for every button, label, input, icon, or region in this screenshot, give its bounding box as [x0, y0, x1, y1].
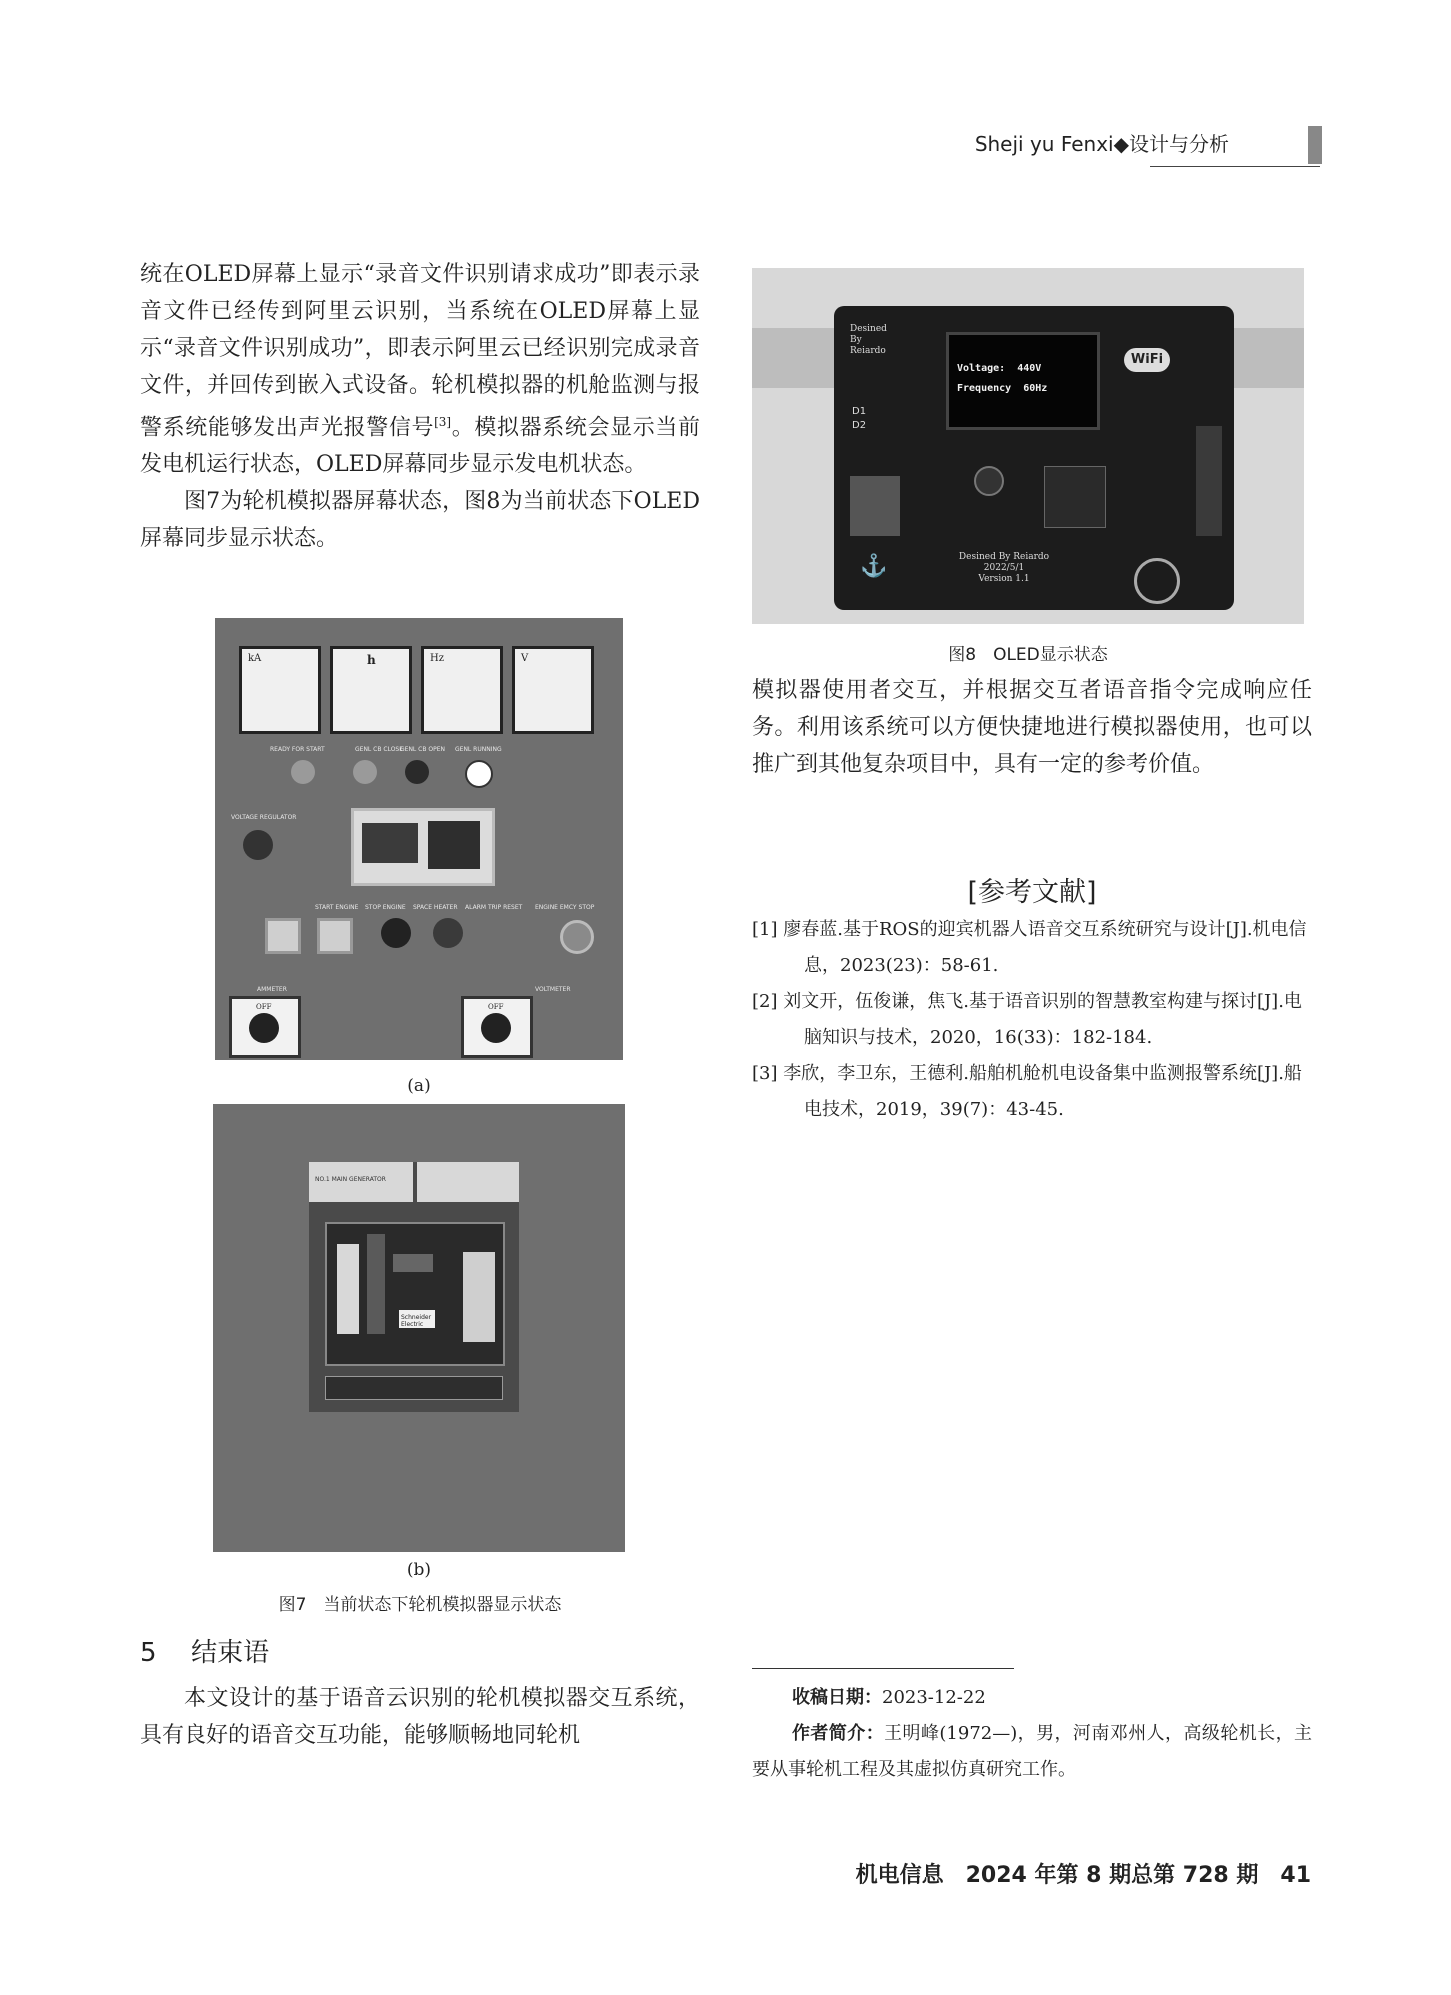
- meter-v-label: V: [521, 653, 529, 664]
- anchor-icon: ⚓: [860, 554, 888, 579]
- reference-2: [2] 刘文开，伍俊谦，焦飞.基于语音识别的智慧教室构建与探讨[J].电脑知识与技术，2020，16(33)：182-184.: [752, 991, 1302, 1048]
- btn-label-start: START ENGINE: [315, 904, 359, 911]
- microphone: [974, 466, 1004, 496]
- controller-keypad: [428, 821, 480, 869]
- schneider-badge: [399, 1310, 435, 1328]
- ammeter-switch-off: OFF: [256, 1003, 272, 1011]
- pcb-footer-designer: Desined By Reiardo: [958, 552, 1050, 562]
- lamp-label-cb-open: GENL CB OPEN: [400, 746, 446, 753]
- btn-label-stop: STOP ENGINE: [365, 904, 406, 911]
- oled-voltage-text: Voltage: 440V: [957, 363, 1042, 374]
- btn-label-reset: ALARM TRIP RESET: [465, 904, 523, 911]
- paragraph-1: [140, 256, 700, 483]
- citation-3: [3]: [434, 415, 452, 429]
- breaker-cabinet: [309, 1162, 519, 1412]
- lamp-running: [465, 760, 493, 788]
- wifi-logo: WiFi: [1124, 348, 1170, 372]
- stop-engine-button: [317, 918, 353, 954]
- oled-frequency-text: Frequency 60Hz: [957, 383, 1048, 394]
- figure-7b: [213, 1104, 625, 1552]
- running-header: Sheji yu Fenxi◆设计与分析: [974, 132, 1229, 156]
- oled-screen: [946, 332, 1100, 430]
- mic-logo: [1134, 558, 1180, 604]
- page-footer: 机电信息 2024 年第 8 期总第 728 期 41: [855, 1863, 1311, 1888]
- genset-controller: [351, 808, 495, 886]
- paragraph-1-text: 统在OLED屏幕上显示“录音文件识别请求成功”即表示录音文件已经传到阿里云识别，当系统在OLED屏幕上显示“录音文件识别成功”，即表示阿里云已经识别完成录音文件，并回传到嵌入式设备。轮机模拟器的机舱监测与报警系统能够发出声光报警信号: [140, 262, 700, 441]
- author-bio: [752, 1716, 1312, 1788]
- start-engine-button: [265, 918, 301, 954]
- breaker-label-panel: [463, 1252, 495, 1342]
- pin-header: [1196, 426, 1222, 536]
- lamp-cb-close: [353, 760, 377, 784]
- figure-7a-label: (a): [407, 1076, 431, 1096]
- nameplate-right: [417, 1162, 519, 1202]
- led-d2-label: D2: [852, 420, 867, 431]
- voltmeter-label: VOLTMETER: [535, 986, 571, 993]
- reference-3: [3] 李欣，李卫东，王德利.船舶机舱机电设备集中监测报警系统[J].船电技术，2019，39(7)：43-45.: [752, 1063, 1302, 1120]
- mcu-chip: [1044, 466, 1106, 528]
- received-value: 2023-12-22: [882, 1687, 986, 1708]
- figure-7b-label: (b): [406, 1560, 432, 1580]
- ammeter-selector-knob: [249, 1013, 279, 1043]
- figure-7a: [215, 618, 623, 1060]
- meter-v: [512, 646, 594, 734]
- nameplate-left: [309, 1162, 413, 1202]
- btn-label-heater: SPACE HEATER: [413, 904, 458, 911]
- alarm-reset-button: [433, 918, 463, 948]
- footnote: [752, 1680, 1312, 1788]
- section-5-heading: [140, 1632, 269, 1669]
- paragraph-2: 图7为轮机模拟器屏幕状态，图8为当前状态下OLED屏幕同步显示状态。: [140, 489, 700, 552]
- lamp-label-running: GENL RUNNING: [455, 746, 502, 753]
- right-paragraph: 模拟器使用者交互，并根据交互者语音指令完成响应任务。利用该系统可以方便快捷地进行模拟器使用，也可以推广到其他复杂项目中，具有一定的参考价值。: [752, 678, 1312, 777]
- paragraph-1-tail: 。模拟器系统会显示当前发电机运行状态，OLED屏幕同步显示发电机状态。: [140, 415, 700, 478]
- pcb-footer-date: 2022/5/1: [983, 563, 1025, 573]
- figure-8-caption: 图8 OLED显示状态: [948, 645, 1108, 665]
- meter-hz-label: Hz: [430, 653, 444, 664]
- led-d1-label: D1: [852, 406, 867, 417]
- trip-unit: [337, 1244, 359, 1334]
- references-list: [752, 912, 1312, 1128]
- lamp-label-ready: READY FOR START: [270, 746, 325, 753]
- btn-label-emcy: ENGINE EMCY STOP: [535, 904, 595, 911]
- space-heater-switch: [381, 918, 411, 948]
- received-label: 收稿日期：: [792, 1687, 882, 1708]
- nameplate-left-text: NO.1 MAIN GENERATOR: [315, 1176, 386, 1183]
- lamp-label-cb-close: GENL CB CLOSE: [355, 746, 404, 753]
- ammeter-switch: [229, 996, 301, 1058]
- breaker-handle: [367, 1234, 385, 1334]
- ammeter-label: AMMETER: [257, 986, 287, 993]
- right-text-block: [752, 672, 1312, 783]
- breaker-indicator: [393, 1254, 433, 1272]
- meter-ka: [239, 646, 321, 734]
- left-text-block: [140, 256, 700, 557]
- pcb-footer-version: Version 1.1: [978, 574, 1030, 584]
- lamp-cb-open: [405, 760, 429, 784]
- voltage-regulator-knob: [243, 830, 273, 860]
- footnote-rule: [752, 1668, 1014, 1669]
- author-value: 王明峰(1972—)，男，河南邓州人，高级轮机长，主要从事轮机工程及其虚拟仿真研究工作。: [752, 1723, 1313, 1780]
- received-date: [752, 1680, 1312, 1716]
- author-label: 作者简介：: [792, 1723, 885, 1744]
- lamp-ready: [291, 760, 315, 784]
- pcb-designer-text: Desined By Reiardo: [850, 324, 887, 356]
- meter-hours: [330, 646, 412, 734]
- section-5-text: 本文设计的基于语音云识别的轮机模拟器交互系统，具有良好的语音交互功能，能够顺畅地同轮机: [140, 1686, 700, 1748]
- pcb-board: [834, 306, 1234, 610]
- emergency-stop-button: [560, 920, 594, 954]
- voltage-regulator-label: VOLTAGE REGULATOR: [231, 814, 297, 821]
- voltmeter-switch-off: OFF: [488, 1003, 504, 1011]
- figure-7-caption: 图7 当前状态下轮机模拟器显示状态: [278, 1595, 562, 1615]
- voltmeter-switch: [461, 996, 533, 1058]
- header-rule: [1150, 166, 1320, 167]
- schneider-brand-text: Schneider Electric: [401, 1314, 432, 1328]
- breaker-bottom-controls: [325, 1376, 503, 1400]
- references-title: [参考文献]: [967, 877, 1097, 908]
- meter-hz: [421, 646, 503, 734]
- reference-1: [1] 廖春蓝.基于ROS的迎宾机器人语音交互系统研究与设计[J].机电信息，2023(23)：58-61.: [752, 919, 1307, 976]
- figure-8: [752, 268, 1304, 624]
- audio-jacks: [850, 476, 900, 536]
- section-title: 结束语: [191, 1638, 270, 1668]
- meter-hours-label: h: [367, 653, 376, 667]
- voltmeter-selector-knob: [481, 1013, 511, 1043]
- controller-display: [362, 823, 418, 863]
- pcb-footer-text: [944, 552, 1064, 585]
- section-number: 5: [140, 1638, 157, 1668]
- breaker-body: [325, 1222, 505, 1366]
- section-5-paragraph: [140, 1680, 700, 1754]
- meter-ka-label: kA: [248, 653, 262, 664]
- header-bar: [1308, 126, 1322, 164]
